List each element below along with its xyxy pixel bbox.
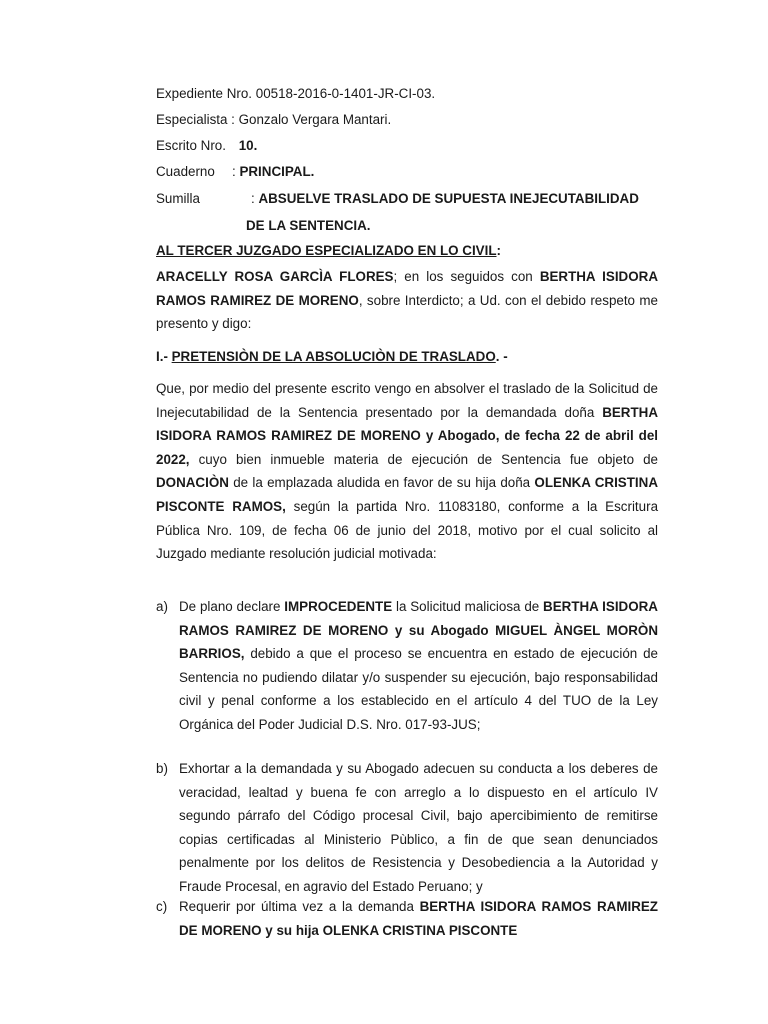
- especialista-line: Especialista : Gonzalo Vergara Mantari.: [156, 112, 392, 127]
- bold-text-run: BERTHA ISIDORA RAMOS RAMIREZ DE MORENO: [156, 269, 658, 308]
- list-marker: b): [156, 761, 168, 776]
- expediente-line: Expediente Nro. 00518-2016-0-1401-JR-CI-03.: [156, 86, 436, 101]
- sumilla-text-line2: DE LA SENTENCIA.: [246, 218, 371, 233]
- text-run: debido a que el proceso se encuentra en estado de ejecución de Sentencia no pudiendo dilatar y/o suspender su ejecución, bajo responsabilidad civil y penal conforme a los establecido en el artículo 4 del TUO de la Ley Orgánica del Poder Judicial D.S. Nro. 017-93-JUS;: [179, 646, 658, 732]
- text-run: Requerir por última vez a la demanda: [179, 899, 420, 914]
- text-run: Exhortar a la demandada y su Abogado adecuen su conducta a los deberes de veracidad, lealtad y buena fe con arreglo a lo dispuesto en el artículo IV segundo párrafo del Código procesal Civil, bajo apercibimiento de remitirse copias certificadas al Ministerio Pùblico, a fin de que sean denunciados penalmente por los delitos de Resistencia y Desobediencia a la Autoridad y Fraude Procesal, en agravio del Estado Peruano; y: [179, 761, 658, 894]
- sumilla-separator: :: [251, 191, 259, 206]
- section-suffix: . -: [495, 349, 508, 364]
- list-item-text: [179, 595, 658, 737]
- text-run: De plano declare: [179, 599, 285, 614]
- list-marker: c): [156, 899, 168, 914]
- absolution-paragraph: [156, 377, 658, 566]
- bold-text-run: OLENKA CRISTINA PISCONTE RAMOS,: [156, 475, 658, 514]
- text-run: ; en los seguidos con: [393, 269, 540, 284]
- bold-text-run: ARACELLY ROSA GARCÌA FLORES: [156, 269, 394, 284]
- text-run: , sobre Interdicto; a Ud. con el debido respeto me presento y digo:: [156, 292, 658, 332]
- list-marker: a): [156, 599, 168, 614]
- text-run: según la partida Nro. 11083180, conforme a la Escritura Pública Nro. 109, de fecha 06 de junio del 2018, motivo por el cual solicito al Juzgado mediante resolución judicial motivada:: [156, 498, 659, 562]
- list-item-text: [179, 757, 658, 899]
- cuaderno-value: PRINCIPAL.: [239, 164, 315, 179]
- bold-text-run: BERTHA ISIDORA RAMOS RAMIREZ DE MORENO y su hija OLENKA CRISTINA PISCONTE: [179, 899, 658, 938]
- section-title: PRETENSIÒN DE LA ABSOLUCIÒN DE TRASLADO: [171, 349, 496, 364]
- text-run: la Solicitud maliciosa de: [392, 599, 544, 614]
- bold-text-run: BERTHA ISIDORA RAMOS RAMIREZ DE MORENO y Abogado, de fecha 22 de abril del 2022,: [156, 404, 658, 467]
- sumilla-text-line1: ABSUELVE TRASLADO DE SUPUESTA INEJECUTABILIDAD: [258, 191, 639, 206]
- addressee-text: AL TERCER JUZGADO ESPECIALIZADO EN LO CIVIL: [156, 243, 497, 258]
- list-item-c: [156, 895, 658, 942]
- escrito-line: [156, 138, 257, 154]
- bold-text-run: IMPROCEDENTE: [284, 599, 393, 614]
- text-run: de la emplazada aludida en favor de su hija doña: [228, 475, 535, 491]
- sumilla-line: [156, 191, 639, 207]
- addressee-colon: :: [496, 243, 501, 258]
- escrito-label: Escrito Nro.: [156, 138, 226, 153]
- cuaderno-separator: :: [232, 164, 240, 179]
- section-number: I.-: [156, 349, 172, 364]
- text-run: cuyo bien inmueble materia de ejecución de Sentencia fue objeto de: [189, 451, 658, 467]
- list-item-text: [179, 895, 658, 942]
- escrito-value: 10.: [238, 138, 258, 153]
- section-heading: [156, 349, 508, 365]
- addressee-heading: [156, 243, 501, 259]
- cuaderno-line: [156, 164, 314, 180]
- list-item-a: [156, 595, 658, 737]
- cuaderno-label: Cuaderno: [156, 164, 215, 179]
- sumilla-label: Sumilla: [156, 191, 200, 206]
- bold-text-run: DONACIÒN: [156, 475, 229, 491]
- text-run: Que, por medio del presente escrito vengo en absolver el traslado de la Solicitud de Inejecutabilidad de la Sentencia presentado por la demandada doña: [156, 381, 658, 420]
- bold-text-run: BERTHA ISIDORA RAMOS RAMIREZ DE MORENO y su Abogado MIGUEL ÀNGEL MORÒN BARRIOS,: [179, 599, 658, 662]
- list-item-b: [156, 757, 658, 899]
- intro-paragraph: [156, 265, 658, 336]
